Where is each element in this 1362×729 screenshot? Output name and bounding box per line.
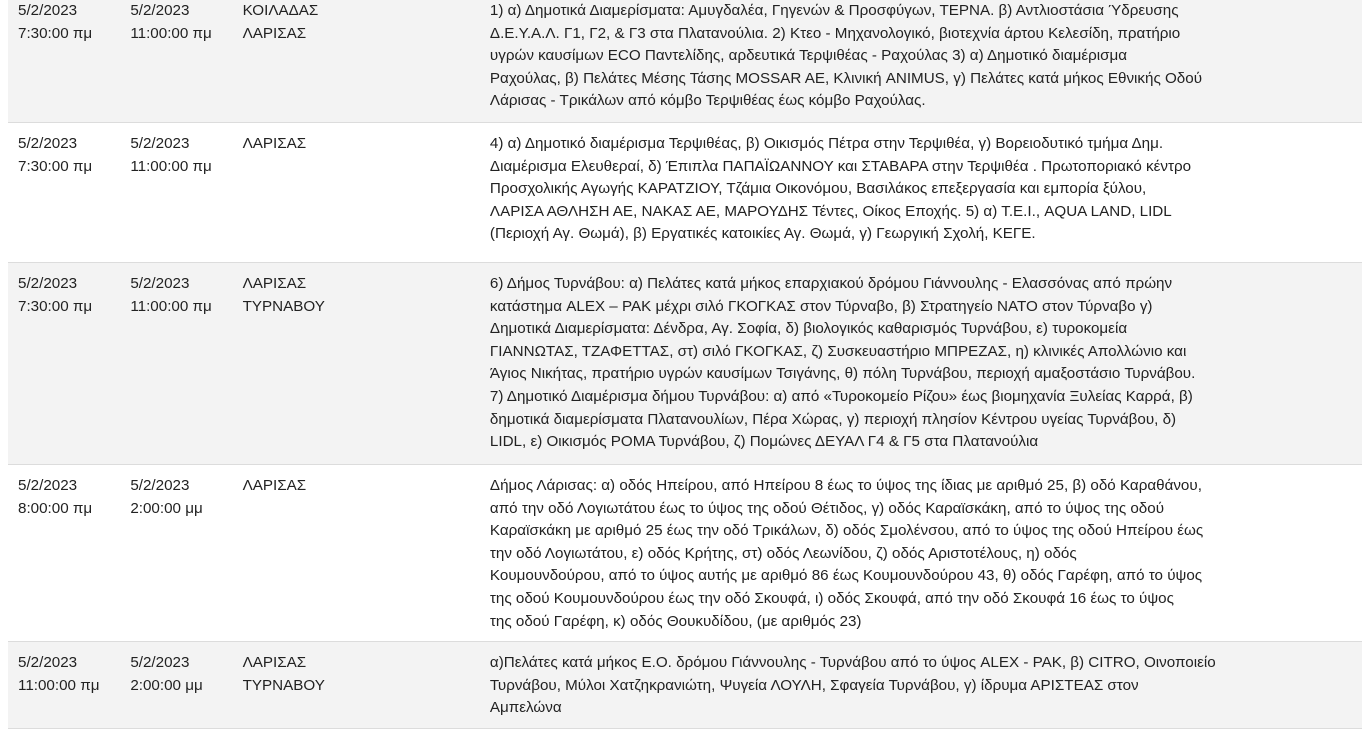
end-cell <box>120 123 232 263</box>
start-date: 5/2/2023 <box>18 477 78 494</box>
description-line: 7) Δημοτικό Διαμέρισμα δήμου Τυρνάβου: α) από «Τυροκομείο Ρίζου» έως βιομηχανία Ξυλείας Καρρά, β) <box>489 387 1193 405</box>
description-line: 1) α) Δημοτικά Διαμερίσματα: Αμυγδαλέα, Γηγενών & Προσφύγων, ΤΕΡΝΑ. β) Αντλιοστάσια Ύδρευσης <box>489 2 1179 19</box>
region-line: ΛΑΡΙΣΑΣ <box>242 24 307 42</box>
end-date: 5/2/2023 <box>130 654 190 672</box>
end-cell <box>120 642 232 729</box>
description-cell <box>480 642 1362 729</box>
start-date: 5/2/2023 <box>18 654 78 672</box>
description-cell <box>480 0 1362 123</box>
end-cell <box>120 0 232 123</box>
description-line: Δ.Ε.Υ.Α.Λ. Γ1, Γ2, & Γ3 στα Πλατανούλια. 2) Κτεο - Μηχανολογικό, βιοτεχνία άρτου Κελεσίδη, πρατήριο <box>489 24 1181 42</box>
description-line: α)Πελάτες κατά μήκος Ε.Ο. δρόμου Γιάννουλης - Τυρνάβου από το ύψος ALEX - PAK, β) CITRO, Οινοποιείο <box>489 654 1216 672</box>
start-time: 7:30:00 πμ <box>18 24 93 42</box>
start-time: 7:30:00 πμ <box>18 297 93 315</box>
description-line: Προσχολικής Αγωγής ΚΑΡΑΤΖΙΟΥ, Τζάμια Οικονόμου, Βασιλάκος επεξεργασία και εμπορία ξύλου, <box>489 180 1147 198</box>
description-line: δημοτικά διαμερίσματα Πλατανουλίων, Πέρα Χώρας, γ) περιοχή πλησίον Κέντρου υγείας Τυρνάβου, δ) <box>489 410 1177 428</box>
region-cell <box>233 642 480 729</box>
region-cell <box>233 465 480 642</box>
region-line: ΛΑΡΙΣΑΣ <box>242 135 307 152</box>
region-line: ΛΑΡΙΣΑΣ <box>242 654 307 672</box>
start-cell <box>8 642 120 729</box>
description-line: Αμπελώνα <box>489 699 562 717</box>
description-line: υγρών καυσίμων ECO Παντελίδης, αρδευτικά Τερψιθέας - Ραχούλας 3) α) Δημοτικό διαμέρισμα <box>489 47 1128 65</box>
description-line: Λάρισας - Τρικάλων από κόμβο Τερψιθέας έως κόμβο Ραχούλας. <box>489 92 926 110</box>
end-time: 11:00:00 πμ <box>130 24 212 42</box>
description-line: κατάστημα ALEX – PAK μέχρι σιλό ΓΚΟΓΚΑΣ στον Τύρναβο, β) Στρατηγείο ΝΑΤΟ στον Τύρναβο γ) <box>489 297 1153 315</box>
description-line: Καραϊσκάκη με αριθμό 25 έως την οδό Τρικάλων, δ) οδός Σμολένσου, από το ύψος της οδού Ηπείρου έως <box>489 522 1204 540</box>
start-date: 5/2/2023 <box>18 275 78 292</box>
end-time: 2:00:00 μμ <box>130 499 203 517</box>
end-cell <box>120 465 232 642</box>
table-row <box>8 123 1362 263</box>
table-row <box>8 263 1362 465</box>
description-line: ΛΑΡΙΣΑ ΑΘΛΗΣΗ ΑΕ, ΝΑΚΑΣ ΑΕ, ΜΑΡΟΥΔΗΣ Τέντες, Οίκος Εποχής. 5) α) Τ.Ε.Ι., AQUA LAND, LIDL <box>489 202 1172 220</box>
description-cell <box>480 123 1362 263</box>
description-line: LIDL, ε) Οικισμός ΡΟΜΑ Τυρνάβου, ζ) Πομώνες ΔΕΥΑΛ Γ4 & Γ5 στα Πλατανούλια <box>489 433 1039 451</box>
end-date: 5/2/2023 <box>130 477 190 494</box>
end-time: 11:00:00 πμ <box>130 157 212 175</box>
description-line: Δήμος Λάρισας: α) οδός Ηπείρου, από Ηπείρου 8 έως το ύψος της ίδιας με αριθμό 25, β) οδό Καραθάνου, <box>489 477 1202 494</box>
region-line: ΛΑΡΙΣΑΣ <box>242 477 307 494</box>
description-line: ΓΙΑΝΝΩΤΑΣ, ΤΖΑΦΕΤΤΑΣ, στ) σιλό ΓΚΟΓΚΑΣ, ζ) Συσκευαστήριο ΜΠΡΕΖΑΣ, η) κλινικές Απολλώνιο και <box>489 342 1187 360</box>
start-time: 11:00:00 πμ <box>18 676 100 694</box>
end-time: 2:00:00 μμ <box>130 676 203 694</box>
end-date: 5/2/2023 <box>130 2 190 19</box>
start-date: 5/2/2023 <box>18 135 78 152</box>
table-row <box>8 465 1362 642</box>
region-line: ΤΥΡΝΑΒΟΥ <box>242 676 325 694</box>
start-cell <box>8 465 120 642</box>
description-line: την οδό Λογιωτάτου, ε) οδός Κρήτης, στ) οδός Λεωνίδου, ζ) οδός Αριστοτέλους, η) οδός <box>489 544 1077 562</box>
description-cell <box>480 465 1362 642</box>
description-line: Διαμέρισμα Ελευθεραί, δ) Έπιπλα ΠΑΠΑΪΩΑΝΝΟΥ και ΣΤΑΒΑΡΑ στην Τερψιθέα . Πρωτοποριακό κέντρο <box>489 157 1192 175</box>
start-time: 7:30:00 πμ <box>18 157 93 175</box>
description-line: της οδού Κουμουνδούρου έως την οδό Σκουφά, ι) οδός Σκουφά, από την οδό Σκουφά 16 έως το ύψος <box>489 589 1174 607</box>
description-line: από την οδό Λογιωτάτου έως το ύψος της οδού Θέτιδος, γ) οδός Καραϊσκάκη, από το ύψος της οδού <box>489 499 1165 517</box>
region-cell <box>233 0 480 123</box>
region-line: ΚΟΙΛΑΔΑΣ <box>242 2 319 19</box>
region-line: ΤΥΡΝΑΒΟΥ <box>242 297 325 315</box>
start-date: 5/2/2023 <box>18 2 78 19</box>
table-row <box>8 642 1362 729</box>
description-line: Τυρνάβου, Μύλοι Χατζηκρανιώτη, Ψυγεία ΛΟΥΛΗ, Σφαγεία Τυρνάβου, γ) ίδρυμα ΑΡΙΣΤΕΑΣ στον <box>489 676 1139 694</box>
region-cell <box>233 123 480 263</box>
start-cell <box>8 0 120 123</box>
description-line: Ραχούλας, β) Πελάτες Μέσης Τάσης MOSSAR AE, Κλινική ANIMUS, γ) Πελάτες κατά μήκος Εθνικής Οδού <box>489 69 1203 87</box>
description-cell <box>480 263 1362 465</box>
region-line: ΛΑΡΙΣΑΣ <box>242 275 307 292</box>
end-cell <box>120 263 232 465</box>
start-cell <box>8 263 120 465</box>
description-line: 6) Δήμος Τυρνάβου: α) Πελάτες κατά μήκος επαρχιακού δρόμου Γιάννουλης - Ελασσόνας από πρώην <box>489 275 1173 292</box>
description-line: Δημοτικά Διαμερίσματα: Δένδρα, Αγ. Σοφία, δ) βιολογικός καθαρισμός Τυρνάβου, ε) τυροκομεία <box>489 320 1128 338</box>
end-time: 11:00:00 πμ <box>130 297 212 315</box>
end-date: 5/2/2023 <box>130 275 190 292</box>
description-line: της οδού Γαρέφη, κ) οδός Θουκυδίδου, (με αριθμός 23) <box>489 612 862 630</box>
description-line: 4) α) Δημοτικό διαμέρισμα Τερψιθέας, β) Οικισμός Πέτρα στην Τερψιθέα, γ) Βορειοδυτικό τμήμα Δημ. <box>489 135 1164 152</box>
description-line: Άγιος Νικήτας, πρατήριο υγρών καυσίμων Τσιγάνης, θ) πόλη Τυρνάβου, περιοχή αμαξοστάσιο Τυρνάβου. <box>489 365 1196 383</box>
power-outage-table <box>8 0 1362 729</box>
region-cell <box>233 263 480 465</box>
end-date: 5/2/2023 <box>130 135 190 152</box>
description-line: Κουμουνδούρου, από το ύψος αυτής με αριθμό 86 έως Κουμουνδούρου 43, θ) οδός Γαρέφη, από το ύψος <box>489 567 1203 585</box>
start-cell <box>8 123 120 263</box>
description-line: (Περιοχή Αγ. Θωμά), β) Εργατικές κατοικίες Αγ. Θωμά, γ) Γεωργική Σχολή, ΚΕΓΕ. <box>489 225 1036 243</box>
table-row <box>8 0 1362 123</box>
start-time: 8:00:00 πμ <box>18 499 93 517</box>
